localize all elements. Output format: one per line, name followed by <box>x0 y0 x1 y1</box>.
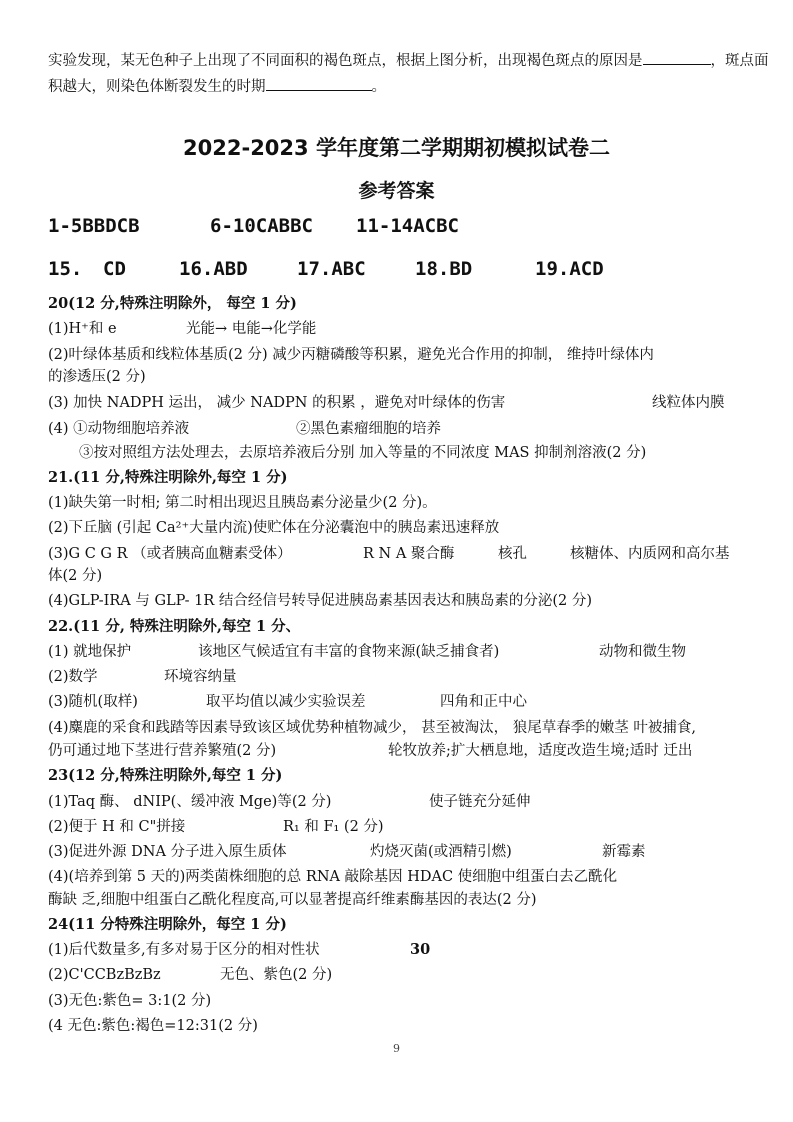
q24-line <box>48 965 333 985</box>
answer-text: (2)C'CCBzBzBz <box>48 967 161 983</box>
mc-answer: 19.ACD <box>535 258 604 280</box>
q21-line: (1)缺失第一时相; 第二时相出现迟且胰岛素分泌量少(2 分)。 <box>48 495 437 511</box>
answer-text: 新霉素 <box>602 844 646 860</box>
q22-line: (4)麋鹿的采食和践踏等因素导致该区域优势种植物减少， 甚至被淘汰， 狼尾草春季的嫩茎 叶被捕食, <box>48 720 696 736</box>
answer-text: 环境容纳量 <box>164 669 237 685</box>
mc-answer: 17.ABC <box>297 258 366 280</box>
answer-text: 四角和正中心 <box>440 694 527 710</box>
answer-text: 30 <box>410 941 431 958</box>
answer-blank[interactable] <box>643 50 711 65</box>
answer-text: 线粒体内膜 <box>652 395 725 411</box>
q21-line <box>48 544 730 564</box>
answer-text: 光能→ 电能→化学能 <box>186 321 317 337</box>
answer-text: (1)H⁺和 e <box>48 321 117 337</box>
q21-line: 体(2 分) <box>48 568 103 584</box>
mc-answer: 1-5BBDCB <box>48 215 140 237</box>
answer-text: 仍可通过地下茎进行营养繁殖(2 分) <box>48 743 277 759</box>
q24-header: 24(11 分特殊注明除外，每空 1 分) <box>48 916 287 933</box>
q21-header: 21.(11 分,特殊注明除外,每空 1 分) <box>48 469 288 486</box>
q22-header: 22.(11 分, 特殊注明除外,每空 1 分、 <box>48 618 301 635</box>
mc-answer: CD <box>103 258 126 280</box>
q23-line <box>48 792 531 812</box>
mc-answer: 16.ABD <box>179 258 248 280</box>
answer-text: 轮牧放养;扩大栖息地，适度改造生境;适时 迁出 <box>388 743 693 759</box>
answer-text: (3)G C G R （或者胰高血糖素受体） <box>48 546 292 562</box>
answer-text: 灼烧灭菌(或酒精引燃) <box>370 844 512 860</box>
mc-answer: 6-10CABBC <box>210 215 313 237</box>
q22-line <box>48 741 693 761</box>
q24-line <box>48 940 431 960</box>
answer-text: 动物和微生物 <box>599 644 686 660</box>
q22-line <box>48 642 686 662</box>
answer-text: 核孔 <box>498 546 527 562</box>
page-subtitle: 参考答案 <box>358 180 435 202</box>
answer-text: (3) 加快 NADPH 运出， 减少 NADPN 的积累 ，避免对叶绿体的伤害 <box>48 395 506 411</box>
answer-text: R₁ 和 F₁ (2 分) <box>283 819 384 835</box>
answer-text: 无色、紫色(2 分) <box>220 967 333 983</box>
answer-blank[interactable] <box>266 76 372 91</box>
q23-line <box>48 842 646 862</box>
answer-text: 核糖体、内质网和高尔基 <box>570 546 730 562</box>
q24-line: (3)无色:紫色= 3:1(2 分) <box>48 993 212 1009</box>
answer-text: (1)Taq 酶、 dNIP(、缓冲液 Mge)等(2 分) <box>48 794 332 810</box>
q21-line: (2)下丘脑 (引起 Ca²⁺大量内流)使贮体在分泌囊泡中的胰岛素迅速释放 <box>48 520 500 536</box>
mc-answer: 11-14ACBC <box>356 215 459 237</box>
answer-text: (2)数学 <box>48 669 98 685</box>
intro-text: 积越大，则染色体断裂发生的时期 <box>48 79 266 95</box>
q22-line <box>48 692 527 712</box>
answer-text: (3)随机(取样) <box>48 694 138 710</box>
answer-text: 使子链充分延伸 <box>429 794 531 810</box>
q20-line <box>48 393 725 413</box>
intro-text: 。 <box>371 79 386 95</box>
q23-line: (4)(培养到第 5 天的)两类菌株细胞的总 RNA 敲除基因 HDAC 使细胞中组蛋白去乙酰化 <box>48 869 618 885</box>
answer-text: (4) ①动物细胞培养液 <box>48 421 190 437</box>
intro-text: ，斑点面 <box>710 53 769 69</box>
intro-line-1 <box>48 50 769 71</box>
page-title: 2022-2023 学年度第二学期期初模拟试卷二 <box>183 136 610 160</box>
mc-answer: 18.BD <box>415 258 473 280</box>
q20-line: 的渗透压(2 分) <box>48 369 146 385</box>
intro-line-2 <box>48 76 386 97</box>
answer-text: ②黑色素瘤细胞的培养 <box>296 421 441 437</box>
answer-text: (3)促进外源 DNA 分子进入原生质体 <box>48 844 287 860</box>
answer-text: 该地区气候适宜有丰富的食物来源(缺乏捕食者) <box>198 644 500 660</box>
answer-text: (1) 就地保护 <box>48 644 132 660</box>
q20-line <box>48 419 441 439</box>
q22-line <box>48 667 237 687</box>
q24-line: (4 无色:紫色:褐色=12:31(2 分) <box>48 1018 258 1034</box>
page-number: 9 <box>393 1042 400 1055</box>
q20-header: 20(12 分,特殊注明除外， 每空 1 分) <box>48 295 297 312</box>
q23-line: 酶缺 乏,细胞中组蛋白乙酰化程度高,可以显著提高纤维素酶基因的表达(2 分) <box>48 892 537 908</box>
q21-line: (4)GLP-IRA 与 GLP- 1R 结合经信号转导促进胰岛素基因表达和胰岛素的分泌(2 分) <box>48 593 593 609</box>
q23-line <box>48 817 384 837</box>
q23-header: 23(12 分,特殊注明除外,每空 1 分) <box>48 767 283 784</box>
intro-text: 实验发现，某无色种子上出现了不同面积的褐色斑点，根据上图分析，出现褐色斑点的原因是 <box>48 53 643 69</box>
q20-line: ③按对照组方法处理去，去原培养液后分别 加入等量的不同浓度 MAS 抑制剂溶液(2 分) <box>79 445 647 461</box>
answer-text: 取平均值以减少实验误差 <box>206 694 366 710</box>
answer-text: (2)便于 H 和 C"拼接 <box>48 819 186 835</box>
q20-line: (2)叶绿体基质和线粒体基质(2 分) 减少丙糖磷酸等积累，避免光合作用的抑制， 维持叶绿体内 <box>48 347 654 363</box>
q20-line <box>48 319 317 339</box>
mc-answer: 15. <box>48 258 83 280</box>
answer-text: (1)后代数量多,有多对易于区分的相对性状 <box>48 942 320 958</box>
answer-text: R N A 聚合酶 <box>363 546 455 562</box>
